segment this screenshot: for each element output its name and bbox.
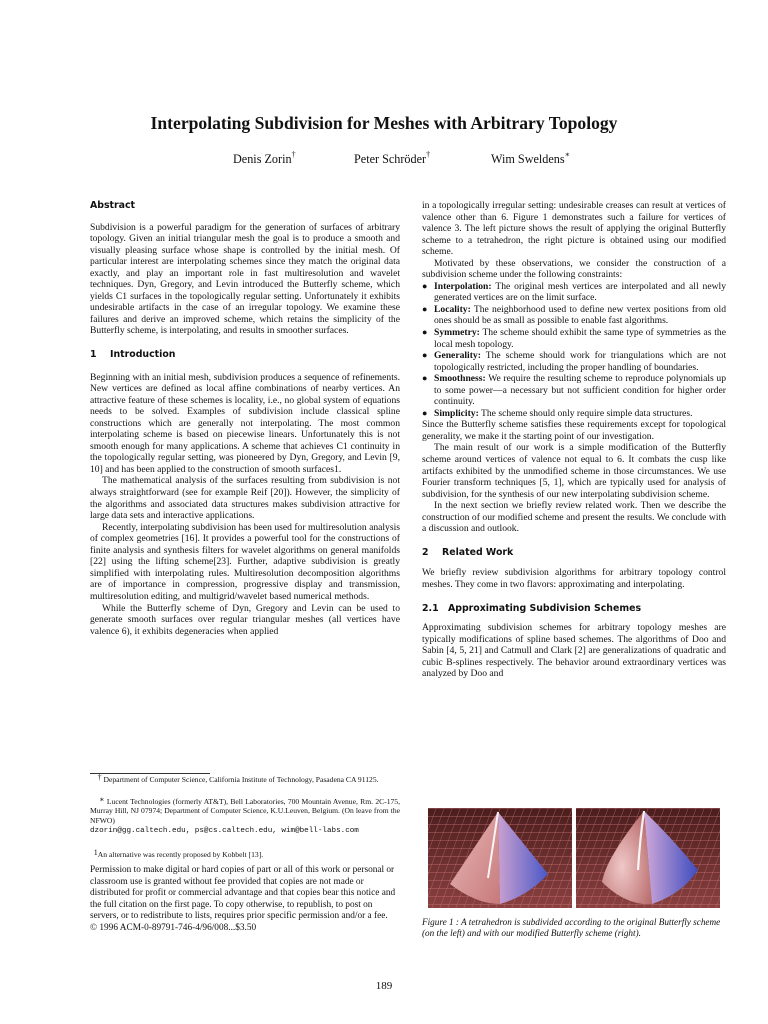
constraints-list (422, 281, 726, 420)
section-2-text: We briefly review subdivision algorithms for arbitrary topology control meshes. They come in two flavors: approximating and interpolating. (422, 567, 726, 590)
section-2-1-heading: 2.1 Approximating Subdivision Schemes (422, 602, 642, 614)
author-3: Wim Sweldens∗ (491, 150, 571, 166)
section-1-heading: 1 Introduction (90, 349, 176, 361)
author-1: Denis Zorin† (233, 150, 296, 166)
footnote-emails: dzorin@gg.caltech.edu, ps@cs.caltech.edu, wim@bell-labs.com (90, 827, 359, 836)
list-item: ● Locality: The neighborhood used to define new vertex positions from old ones should be as small as possible to enable fast algorithms. (422, 304, 726, 327)
abstract-heading: Abstract (90, 200, 136, 211)
list-item: ● Smoothness: We require the resulting scheme to reproduce polynomials up to some power—a necessary but not sufficient condition for higher order continuity. (422, 373, 726, 408)
intro-paragraph-4: While the Butterfly scheme of Dyn, Gregory and Levin can be used to generate smooth surfaces over regular triangular meshes (all vertices have valence 6), it exhibits degeneracies when applied (90, 602, 400, 637)
footnote-rule (90, 773, 210, 774)
right-paragraph-4: The main result of our work is a simple modification of the Butterfly scheme around vertices of valence not equal to 6. It combats the cusp like artifacts exhibited by the unmodified scheme in those circumstances. We use Fourier transform techniques [5, 1], which are typically used for analysis of subdivision, for the synthesis of our new interpolating subdivision scheme. (422, 442, 726, 500)
abstract-text: Subdivision is a powerful paradigm for the generation of surfaces of arbitrary topology. Given an initial triangular mesh the goal is to produce a smooth and visually pleasing surface whose shape is controlled by the initial mesh. Of particular interest are interpolating schemes since they match the original data exactly, and play an important role in fast multiresolution and wavelet techniques. Dyn, Gregory, and Levin introduced the Butterfly scheme, which yields C1 surfaces in the topologically regular setting. Unfortunately it exhibits undesirable artifacts in the case of an irregular topology. We examine these failures and derive an improved scheme, which retains the simplicity of the Butterfly scheme, is interpolating, and results in smoother surfaces. (90, 221, 400, 337)
section-2-heading: 2 Related Work (422, 546, 514, 558)
intro-paragraph-1: Beginning with an initial mesh, subdivision produces a sequence of refinements. New vertices are defined as local affine combinations of nearby vertices. An attractive feature of these schemes is locality, i.e., no global system of equations needs to be solved. Examples of subdivision include classical spline constructions which are generally not interpolating. The most common interpolating scheme is based on piecewise linears. Unfortunately this is not smooth enough for many applications. A scheme that achieves C1 continuity in the topologically regular setting, was pioneered by Dyn, Gregory, and Levin [9, 10] and has been applied to the construction of smooth surfaces1. (90, 371, 400, 475)
figure-1-right-image (576, 808, 720, 908)
paper-title: Interpolating Subdivision for Meshes with Arbitrary Topology (150, 113, 618, 133)
figure-1-caption: Figure 1 : A tetrahedron is subdivided according to the original Butterfly scheme (on the left) and with our modified Butterfly scheme (right). (422, 917, 721, 939)
list-item: ● Interpolation: The original mesh vertices are interpolated and all newly generated vertices are on the limit surface. (422, 281, 726, 304)
right-paragraph-1: in a topologically irregular setting: undesirable creases can result at vertices of valence other than 6. Figure 1 demonstrates such a failure for vertices of valence 3. The left picture shows the result of applying the original Butterfly scheme to a tetrahedron, the right picture is obtained using our modified scheme. (422, 200, 726, 258)
list-item: ● Generality: The scheme should work for triangulations which are not topologically restricted, including the proper handling of boundaries. (422, 350, 726, 373)
page-number: 189 (375, 980, 393, 992)
right-paragraph-5: In the next section we briefly review related work. Then we describe the construction of our modified scheme and present the results. We conclude with a discussion and outlook. (422, 500, 726, 535)
left-column (90, 200, 400, 637)
author-2: Peter Schröder† (354, 150, 431, 166)
copyright-line: © 1996 ACM-0-89791-746-4/96/008...$3.50 (90, 922, 257, 933)
intro-paragraph-3: Recently, interpolating subdivision has been used for multiresolution analysis of complex geometries [16]. It provides a powerful tool for the constructions of finite analysis and synthesis filters for wavelet algorithms on general manifolds [22] using the lifting scheme[23]. Further, adaptive subdivision is greatly simplified with interpolating rules. Multiresolution decomposition algorithms are of importance in compression, progressive display and transmission, multiresolution editing, and multigrid/wavelet based numerical methods. (90, 521, 400, 602)
footnote-affiliation-2: ∗ Lucent Technologies (formerly AT&T), Bell Laboratories, 700 Mountain Avenue, Rm. 2C-175, Murray Hill, NJ 07974; Department of Computer Science, K.U.Leuven, Belgium. (On leave from the NFWO) dzorin@gg.caltech.edu, ps@cs.caltech.edu, wim@bell-labs.com (90, 795, 400, 836)
right-paragraph-2: Motivated by these observations, we consider the construction of a subdivision scheme under the following constraints: (422, 257, 726, 281)
permission-notice: Permission to make digital or hard copies of part or all of this work or personal or classroom use is granted without fee provided that copies are not made or distributed for profit or commercial advantage and that copies bear this notice and the full citation on the first page. To copy otherwise, to republish, to post on servers, or to redistribute to lists, requires prior specific permission and/or a fee. © 1996 ACM-0-89791-746-4/96/008...$3.50 (90, 865, 400, 934)
list-item: ● Simplicity: The scheme should only require simple data structures. (422, 408, 726, 420)
list-item: ● Symmetry: The scheme should exhibit the same type of symmetries as the local mesh topology. (422, 327, 726, 350)
intro-paragraph-2: The mathematical analysis of the surfaces resulting from subdivision is not always straightforward (see for example Reif [20]). However, the simplicity of the algorithms and associated data structures makes subdivision attractive for large data sets and interactive applications. (90, 475, 400, 522)
footnote-kobbelt: 1An alternative was recently proposed by Kobbelt [13]. (93, 848, 264, 859)
footnote-affiliation-1: † Department of Computer Science, California Institute of Technology, Pasadena CA 91125. (97, 773, 379, 784)
right-column (422, 200, 726, 680)
figure-1-left-image (428, 808, 572, 908)
right-paragraph-3: Since the Butterfly scheme satisfies these requirements except for topological generality, we make it the starting point of our investigation. (422, 419, 726, 442)
section-2-1-text: Approximating subdivision schemes for arbitrary topology meshes are typically modifications of spline based schemes. The algorithms of Doo and Sabin [4, 5, 21] and Catmull and Clark [2] are generalizations of quadratic and cubic B-splines respectively. The behavior around extraordinary vertices was analyzed by Doo and (422, 622, 726, 680)
